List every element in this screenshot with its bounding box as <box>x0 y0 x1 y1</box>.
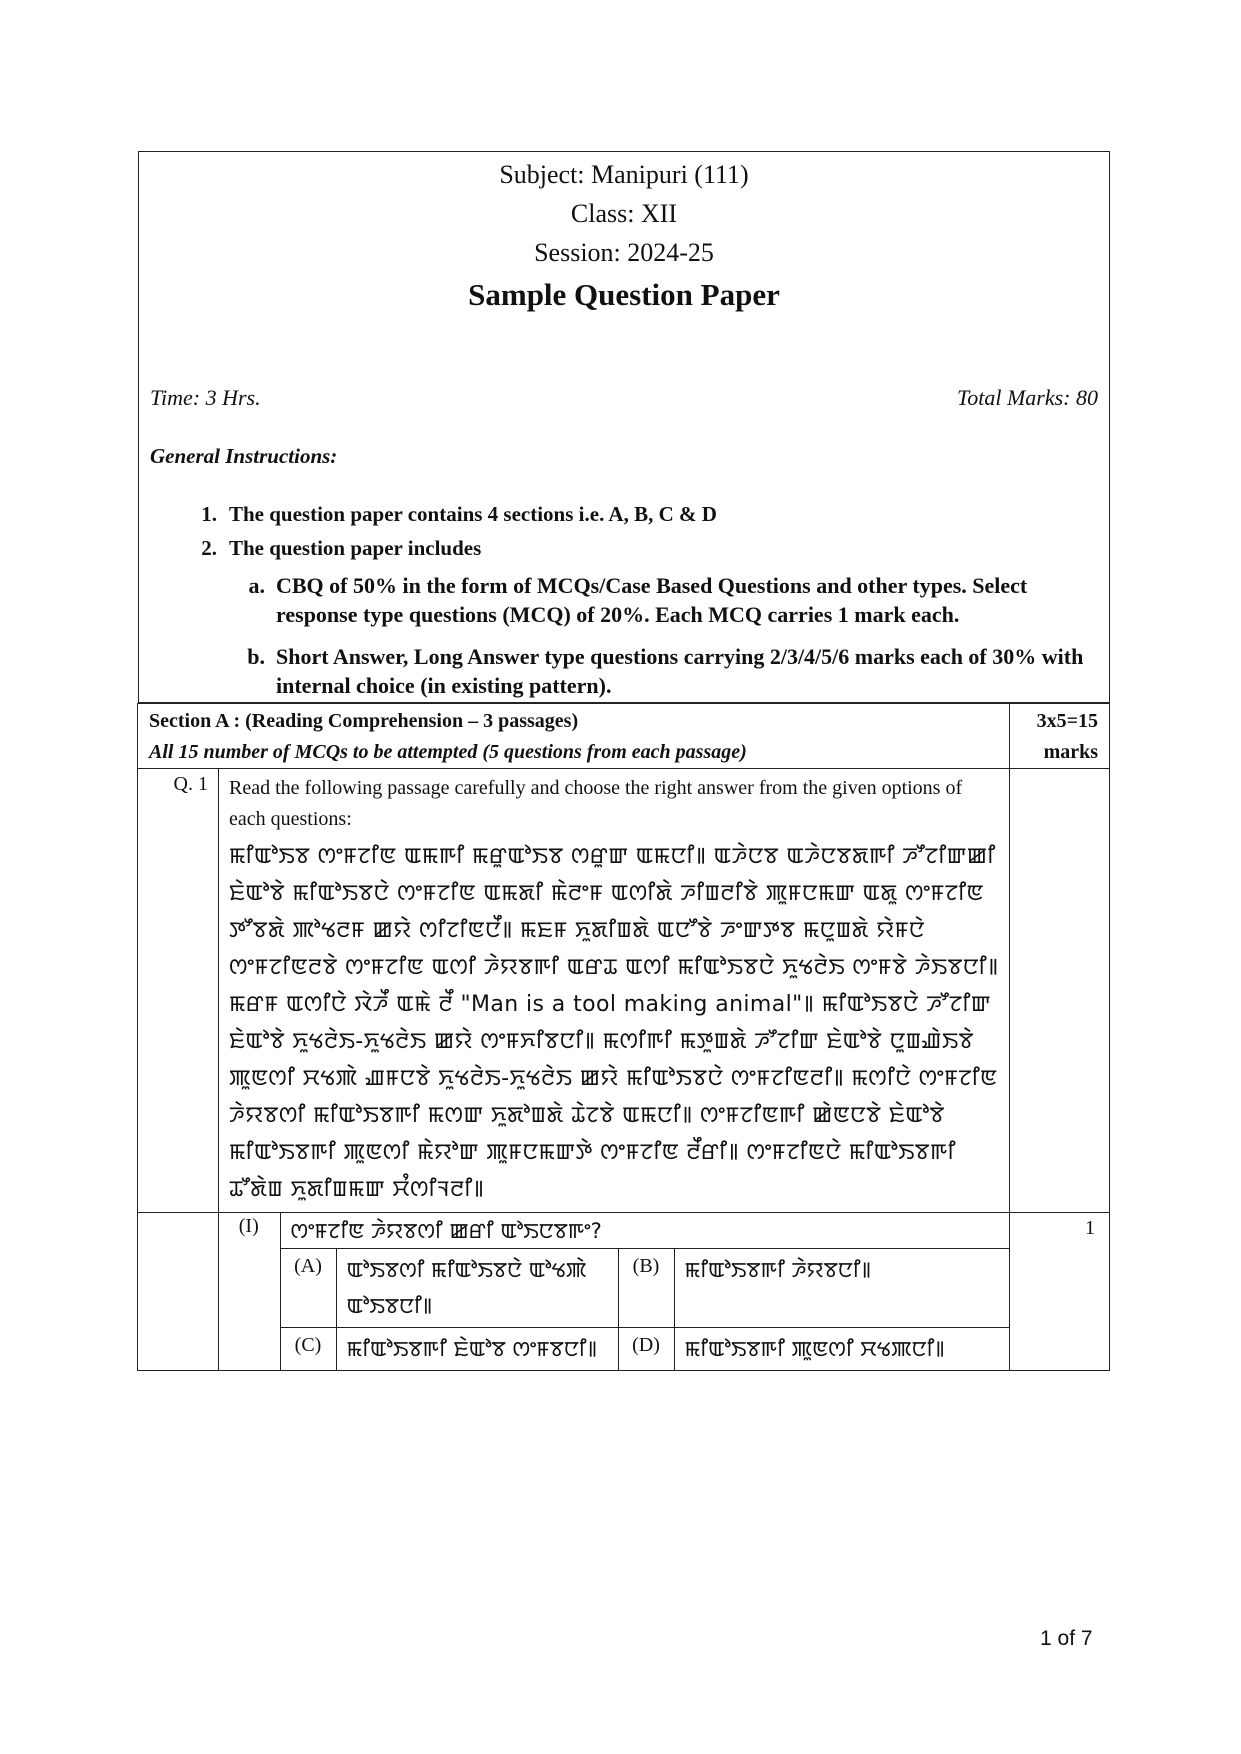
question-number: Q. 1 <box>138 769 219 1213</box>
q1-passage-row <box>138 769 1110 1213</box>
sub-question-marks: 1 <box>1010 1213 1110 1371</box>
subitem-label: b. <box>247 644 265 669</box>
total-marks-label: Total Marks: 80 <box>957 385 1098 410</box>
section-a-heading <box>138 704 1010 769</box>
section-a-subtitle: All 15 number of MCQs to be attempted (5 questions from each passage) <box>149 741 747 763</box>
q1-marks-cell <box>1010 769 1110 1213</box>
q1-i-spacer <box>138 1213 219 1371</box>
subitem-text: CBQ of 50% in the form of MCQs/Case Based Questions and other types. Select response type questions (MCQ) of 20%. Each MCQ carries 1 mark each. <box>276 573 1028 627</box>
instruction-subitem <box>229 642 1109 700</box>
class-line: Class: XII <box>570 199 678 228</box>
section-a-marks-unit: marks <box>1043 741 1099 763</box>
subitem-label: a. <box>248 573 265 598</box>
option-text: ꯃꯤꯑꯣꯏꯕꯒꯤ ꯍꯥꯌꯕꯅꯤ꯫ <box>674 1249 1009 1328</box>
subitem-text: Short Answer, Long Answer type questions carrying 2/3/4/5/6 marks each of 30% with internal choice (in existing pattern). <box>276 644 1084 698</box>
options-row-2 <box>218 1328 1009 1371</box>
instruction-item <box>139 502 1109 527</box>
header-frame <box>138 151 1110 703</box>
option-text: ꯃꯤꯑꯣꯏꯕꯒꯤ ꯄꯨꯟꯁꯤ ꯆꯠꯄꯅꯤ꯫ <box>674 1328 1009 1371</box>
sub-question-label: (I) <box>218 1213 280 1370</box>
q1-i-row <box>138 1213 1110 1371</box>
option-label: (C) <box>280 1328 336 1371</box>
option-label: (A) <box>280 1249 336 1328</box>
time-marks-row <box>139 385 1109 411</box>
section-a-title: Section A : (Reading Comprehension – 3 passages) <box>149 710 579 732</box>
mcq-table <box>218 1213 1009 1370</box>
option-text: ꯃꯤꯑꯣꯏꯕꯒꯤ ꯐꯥꯑꯣꯕ ꯁꯦꯝꯕꯅꯤ꯫ <box>336 1328 618 1371</box>
instruction-number: 2. <box>201 536 217 560</box>
paper-title: Sample Question Paper <box>468 277 780 312</box>
time-label: Time: 3 Hrs. <box>150 385 261 410</box>
paper-header <box>139 152 1109 317</box>
section-a-row <box>138 704 1110 769</box>
section-a-marks-value: 3x5=15 <box>1036 710 1099 732</box>
q1-passage-cell <box>219 769 1010 1213</box>
option-text: ꯑꯣꯏꯕꯁꯤ ꯃꯤꯑꯣꯏꯕꯅꯥ ꯑꯣꯠꯄꯥ ꯑꯣꯏꯕꯅꯤ꯫ <box>336 1249 618 1328</box>
page <box>138 151 1110 1371</box>
instruction-text: The question paper includes <box>229 536 482 560</box>
passage-text: ꯃꯤꯑꯣꯏꯕ ꯁꯦꯝꯖꯤꯟ ꯑꯃꯒꯤ ꯃꯔꯨꯑꯣꯏꯕ ꯁꯔꯨꯛ ꯑꯃꯅꯤ꯫ ꯑꯍꯥꯅꯕ ꯑꯍꯥꯅꯕꯗꯒꯤ ꯍꯧꯖꯤꯛꯀꯤ ꯐꯥꯑꯣꯕꯥ ꯃꯤꯑꯣꯏꯕꯅꯥ ꯁꯦꯝꯖꯤꯟ ꯑꯃꯗꯤ ꯃꯥꯂꯦꯝ ꯑꯁꯤꯗꯥ ꯍꯤꯡꯂꯤꯕꯥ ꯄꯨꯝꯅꯃꯛ ꯑꯗꯨ ꯁꯦꯝꯖꯤꯟ ꯇꯧꯕꯗꯥ ꯄꯣꯠꯂꯝ ꯀꯌꯥ ꯁꯤꯖꯤꯟꯅꯩ꯫ ꯃꯐꯝ ꯈꯨꯗꯤꯡꯗꯥ ꯑꯅꯧꯕꯥ ꯍꯦꯛꯇꯕ ꯃꯅꯨꯡꯗꯥ ꯌꯥꯝꯅꯥ ꯁꯦꯝꯖꯤꯟꯂꯕꯥ ꯁꯦꯝꯖꯤꯟ ꯑꯁꯤ ꯍꯥꯌꯕꯒꯤ ꯑꯔꯊ ꯑꯁꯤ ꯃꯤꯑꯣꯏꯕꯅꯥ ꯈꯨꯠꯂꯥꯏ ꯁꯦꯝꯕꯥ ꯍꯥꯏꯕꯅꯤ꯫ ꯃꯔꯝ ꯑꯁꯤꯅꯥ ꯋꯥꯍꯩ ꯑꯃꯥ ꯂꯩ "Man is a tool making animal"꯫ ꯃꯤꯑꯣꯏꯕꯅꯥ ꯍꯧꯖꯤꯛ ꯐꯥꯑꯣꯕꯥ ꯈꯨꯠꯂꯥꯏ-ꯈꯨꯠꯂꯥꯏ ꯀꯌꯥ ꯁꯦꯝꯈꯤꯕꯅꯤ꯫ ꯃꯁꯤꯒꯤ ꯃꯇꯨꯡꯗꯥ ꯍꯧꯖꯤꯛ ꯐꯥꯑꯣꯕꯥ ꯅꯨꯡꯉꯥꯏꯕꯥ ꯄꯨꯟꯁꯤ ꯆꯠꯄꯥ ꯉꯝꯅꯕꯥ ꯈꯨꯠꯂꯥꯏ-ꯈꯨꯠꯂꯥꯏ ꯀꯌꯥ ꯃꯤꯑꯣꯏꯕꯅꯥ ꯁꯦꯝꯖꯤꯟꯂꯤ꯫ ꯃꯁꯤꯅꯥ ꯁꯦꯝꯖꯤꯟ ꯍꯥꯌꯕꯁꯤ ꯃꯤꯑꯣꯏꯕꯒꯤ ꯃꯁꯛ ꯈꯨꯗꯣꯡꯗꯥ ꯊꯥꯖꯕꯥ ꯑꯃꯅꯤ꯫ ꯁꯦꯝꯖꯤꯟꯒꯤ ꯀꯥꯟꯅꯕꯥ ꯐꯥꯑꯣꯕꯥ ꯃꯤꯑꯣꯏꯕꯒꯤ ꯄꯨꯟꯁꯤ ꯃꯥꯌꯣꯛ ꯄꯨꯝꯅꯃꯛꯇꯥ ꯁꯦꯝꯖꯤꯟ ꯂꯩꯔꯤ꯫ ꯁꯦꯝꯖꯤꯟꯅꯥ ꯃꯤꯑꯣꯏꯕꯒꯤ ꯊꯧꯗꯥꯡ ꯈꯨꯗꯤꯡꯃꯛ ꯆꯪꯁꯤꯜꯂꯤ꯫ <box>229 844 999 1202</box>
subject-line: Subject: Manipuri (111) <box>499 160 749 189</box>
options-row-1 <box>218 1249 1009 1328</box>
instruction-subitem <box>229 571 1109 629</box>
option-label: (B) <box>618 1249 674 1328</box>
page-number: 1 of 7 <box>1040 1627 1093 1650</box>
general-instructions-title: General Instructions: <box>150 444 338 468</box>
passage-instruction: Read the following passage carefully and choose the right answer from the given options of each questions: <box>229 777 963 830</box>
session-line: Session: 2024-25 <box>534 238 714 267</box>
option-label: (D) <box>618 1328 674 1371</box>
instruction-item <box>139 536 1109 561</box>
instruction-text: The question paper contains 4 sections i.e. A, B, C & D <box>229 502 717 526</box>
sub-question-text: ꯁꯦꯝꯖꯤꯟ ꯍꯥꯌꯕꯁꯤ ꯀꯔꯤ ꯑꯣꯏꯅꯕꯒꯦ? <box>280 1213 1009 1249</box>
instruction-number: 1. <box>201 502 217 526</box>
question-table <box>137 703 1110 1371</box>
section-a-marks <box>1010 704 1110 769</box>
q1-i-cell <box>219 1213 1010 1371</box>
